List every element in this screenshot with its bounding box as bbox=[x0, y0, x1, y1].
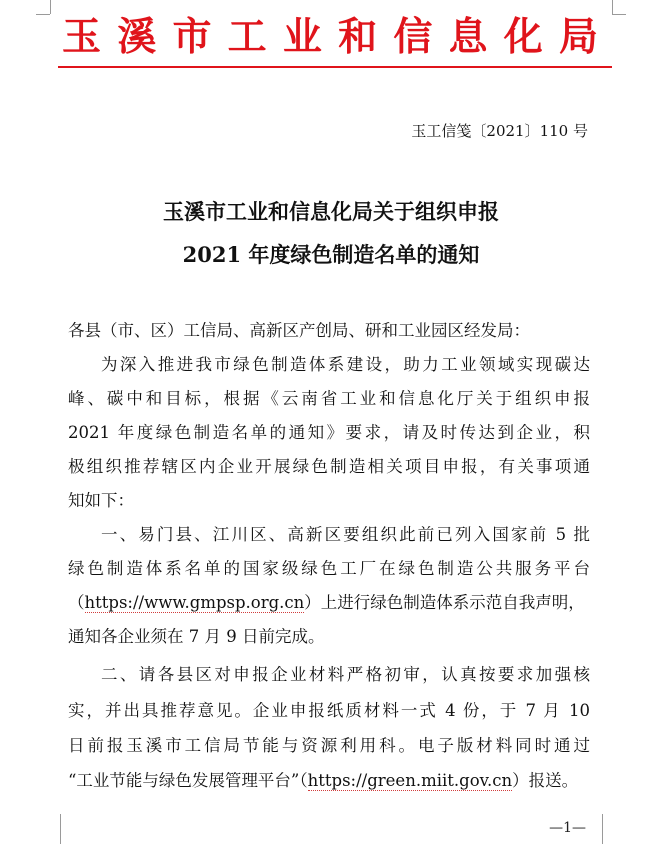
crop-mark bbox=[36, 14, 50, 15]
crop-mark bbox=[50, 0, 51, 14]
bracket-text: （ bbox=[68, 593, 85, 612]
paragraph-line: 极组织推荐辖区内企业开展绿色制造相关项目申报，有关事项通 bbox=[68, 457, 590, 476]
paragraph-line: 二、请各县区对申报企业材料严格初审，认真按要求加强核 bbox=[101, 665, 590, 684]
notice-title-line-1: 玉溪市工业和信息化局关于组织申报 bbox=[163, 199, 499, 224]
paragraph-line: 实，并出具推荐意见。企业申报纸质材料一式 4 份，于 7 月 10 bbox=[68, 701, 590, 720]
document-number: 玉工信笺〔2021〕110 号 bbox=[411, 122, 588, 140]
paragraph-line: 峰、碳中和目标，根据《云南省工业和信息化厅关于组织申报 bbox=[68, 389, 590, 408]
crop-mark bbox=[60, 814, 61, 844]
letterhead-title: 玉溪市工业和信息化局 bbox=[62, 14, 602, 60]
crop-mark bbox=[612, 14, 626, 15]
paragraph-line bbox=[68, 591, 590, 615]
paragraph-line: 绿色制造体系名单的国家级绿色工厂在绿色制造公共服务平台 bbox=[68, 559, 590, 578]
green-platform-url-link[interactable]: https://green.miit.gov.cn bbox=[307, 771, 513, 790]
paragraph-line: 一、易门县、江川区、高新区要组织此前已列入国家前 5 批 bbox=[101, 525, 590, 544]
platform-url-link[interactable]: https://www.gmpsp.org.cn bbox=[84, 593, 305, 612]
paragraph-line bbox=[68, 769, 590, 793]
letterhead-rule bbox=[58, 66, 612, 68]
paragraph-line: 通知各企业须在 7 月 9 日前完成。 bbox=[68, 627, 325, 646]
paragraph-line: 日前报玉溪市工信局节能与资源利用科。电子版材料同时通过 bbox=[68, 736, 590, 755]
paragraph-line: 2021 年度绿色制造名单的通知》要求，请及时传达到企业，积 bbox=[68, 423, 590, 442]
addressee-line: 各县（市、区）工信局、高新区产创局、研和工业园区经发局： bbox=[68, 321, 530, 340]
crop-mark bbox=[602, 814, 603, 844]
paragraph-text: ）上进行绿色制造体系示范自我声明， bbox=[304, 593, 585, 612]
paragraph-line: 为深入推进我市绿色制造体系建设，助力工业领域实现碳达 bbox=[101, 355, 590, 374]
paragraph-line: 知如下： bbox=[68, 491, 134, 510]
paragraph-text: “工业节能与绿色发展管理平台”（ bbox=[68, 771, 308, 790]
notice-title-line-2: 2021 年度绿色制造名单的通知 bbox=[182, 242, 480, 267]
crop-mark bbox=[612, 0, 613, 14]
paragraph-text: ）报送。 bbox=[512, 771, 579, 790]
page-number: —1— bbox=[549, 820, 586, 836]
